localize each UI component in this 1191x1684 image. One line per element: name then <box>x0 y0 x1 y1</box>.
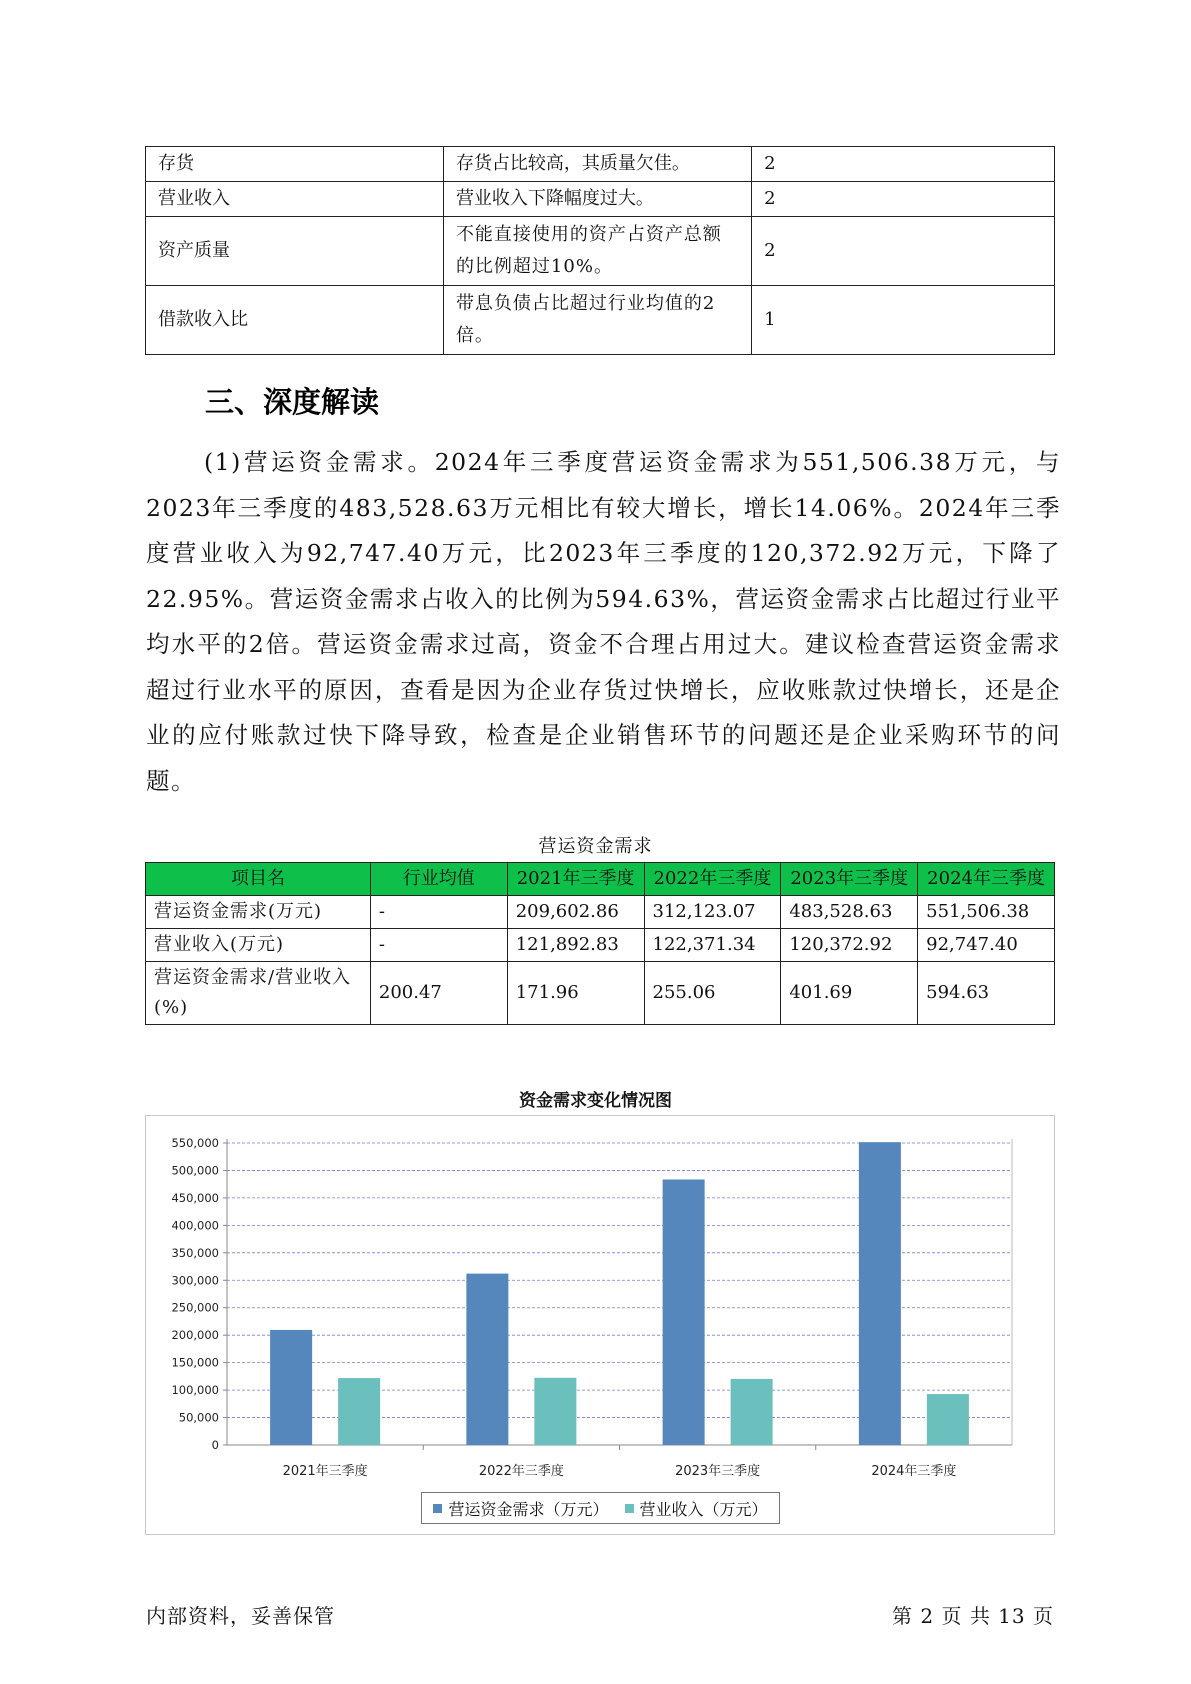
y-tick-label: 100,000 <box>171 1383 219 1398</box>
table-row <box>146 929 1055 962</box>
y-tick-label: 200,000 <box>171 1328 219 1343</box>
table-row <box>146 962 1055 1025</box>
table-cell: 551,506.38 <box>918 896 1055 929</box>
table-cell: 营运资金需求(万元) <box>146 896 371 929</box>
x-tick-label: 2021年三季度 <box>282 1464 368 1479</box>
bar <box>663 1179 705 1445</box>
table-cell: - <box>370 929 507 962</box>
table-cell: 483,528.63 <box>781 896 918 929</box>
legend-swatch <box>433 1504 442 1513</box>
table-cell: 92,747.40 <box>918 929 1055 962</box>
column-header: 2024年三季度 <box>918 863 1055 896</box>
table-row <box>146 147 1055 182</box>
column-header: 项目名 <box>146 863 371 896</box>
risk-score: 1 <box>752 286 1055 355</box>
x-tick-label: 2022年三季度 <box>478 1464 564 1479</box>
table-caption: 营运资金需求 <box>538 836 653 857</box>
table-cell: 209,602.86 <box>507 896 644 929</box>
chart-legend <box>421 1492 780 1524</box>
y-tick-label: 400,000 <box>171 1218 219 1233</box>
bar <box>534 1378 576 1445</box>
y-tick-label: 450,000 <box>171 1190 219 1205</box>
bar <box>338 1378 380 1445</box>
y-tick-label: 50,000 <box>178 1410 219 1425</box>
risk-description: 不能直接使用的资产占资产总额的比例超过10%。 <box>443 217 751 286</box>
analysis-paragraph: (1)营运资金需求。2024年三季度营运资金需求为551,506.38万元，与2023年三季度的483,528.63万元相比有较大增长，增长14.06%。2024年三季度营业收入为92,747.40万元，比2023年三季度的120,372.92万元，下降了22.95%。营运资金需求占收入的比例为594.63%，营运资金需求占比超过行业平均水平的2倍。营运资金需求过高，资金不合理占用过大。建议检查营运资金需求超过行业水平的原因，查看是因为企业存货过快增长，应收账款过快增长，还是企业的应付账款过快下降导致，检查是企业销售环节的问题还是企业采购环节的问题。 <box>146 448 1061 795</box>
x-tick-label: 2024年三季度 <box>871 1464 957 1479</box>
risk-description: 营业收入下降幅度过大。 <box>443 182 751 217</box>
table-row <box>146 286 1055 355</box>
table-cell: 171.96 <box>507 962 644 1025</box>
risk-score: 2 <box>752 217 1055 286</box>
legend-label: 营运资金需求（万元） <box>448 1499 609 1519</box>
table-row <box>146 182 1055 217</box>
table-row <box>146 217 1055 286</box>
y-tick-label: 150,000 <box>171 1355 219 1370</box>
column-header: 2023年三季度 <box>781 863 918 896</box>
x-tick-label: 2023年三季度 <box>675 1464 761 1479</box>
page-number: 第 2 页 共 13 页 <box>892 1604 1054 1628</box>
risk-item: 借款收入比 <box>146 286 444 355</box>
table-row <box>146 896 1055 929</box>
table-cell: 255.06 <box>644 962 781 1025</box>
bar-chart <box>145 1115 1055 1535</box>
bar <box>927 1394 969 1445</box>
risk-item: 资产质量 <box>146 217 444 286</box>
table-cell: 121,892.83 <box>507 929 644 962</box>
y-tick-label: 0 <box>211 1438 219 1452</box>
y-tick-label: 550,000 <box>171 1136 219 1150</box>
y-tick-label: 250,000 <box>171 1300 219 1315</box>
working-capital-table <box>145 862 1055 1025</box>
column-header: 行业均值 <box>370 863 507 896</box>
legend-item <box>625 1497 768 1520</box>
legend-label: 营业收入（万元） <box>639 1499 768 1519</box>
table-cell: 312,123.07 <box>644 896 781 929</box>
table-header-row <box>146 863 1055 896</box>
risk-item: 存货 <box>146 147 444 182</box>
table-cell: 401.69 <box>781 962 918 1025</box>
risk-description: 存货占比较高，其质量欠佳。 <box>443 147 751 182</box>
table-cell: 200.47 <box>370 962 507 1025</box>
column-header: 2021年三季度 <box>507 863 644 896</box>
risk-description: 带息负债占比超过行业均值的2倍。 <box>443 286 751 355</box>
chart-title: 资金需求变化情况图 <box>519 1091 672 1111</box>
legend-item <box>433 1497 608 1520</box>
table-cell: - <box>370 896 507 929</box>
bar <box>859 1142 901 1445</box>
legend-swatch <box>625 1504 634 1513</box>
table-cell: 120,372.92 <box>781 929 918 962</box>
footer-note: 内部资料，妥善保管 <box>146 1604 335 1628</box>
risk-score: 2 <box>752 182 1055 217</box>
bar <box>731 1379 773 1445</box>
table-cell: 122,371.34 <box>644 929 781 962</box>
y-tick-label: 300,000 <box>171 1273 219 1288</box>
table-cell: 594.63 <box>918 962 1055 1025</box>
section-heading: 三、深度解读 <box>205 385 380 419</box>
risk-table <box>145 146 1055 355</box>
y-tick-label: 350,000 <box>171 1245 219 1260</box>
bar <box>466 1274 508 1445</box>
bar <box>270 1330 312 1445</box>
risk-item: 营业收入 <box>146 182 444 217</box>
table-cell: 营运资金需求/营业收入(%) <box>146 962 371 1025</box>
table-cell: 营业收入(万元) <box>146 929 371 962</box>
column-header: 2022年三季度 <box>644 863 781 896</box>
y-tick-label: 500,000 <box>171 1163 219 1178</box>
bar-chart-svg <box>145 1115 1055 1535</box>
risk-score: 2 <box>752 147 1055 182</box>
